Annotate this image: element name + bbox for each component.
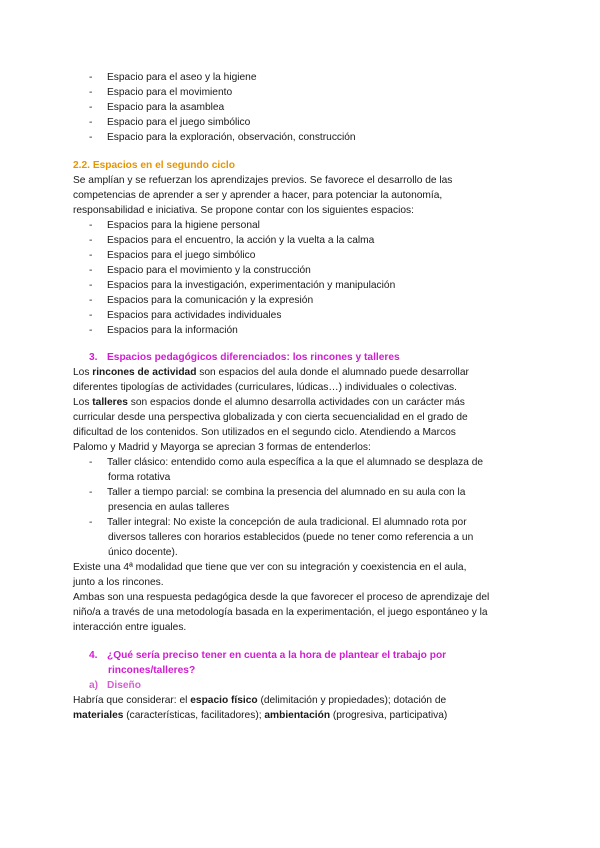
paragraph-line: Los rincones de actividad son espacios del aula donde el alumnado puede desarrollar	[73, 367, 469, 378]
paragraph-line: dificultad de los contenidos. Son utilizados en el segundo ciclo. Atendiendo a Marcos	[73, 427, 456, 438]
list-item: - Taller integral: No existe la concepción de aula tradicional. El alumnado rota por	[89, 517, 467, 528]
paragraph-line: competencias de aprender a ser y aprender a hacer, para potenciar la autonomía,	[73, 190, 443, 201]
paragraph-line: Ambas son una respuesta pedagógica desde la que favorecer el proceso de aprendizaje del	[73, 592, 490, 603]
section-heading-4: 4. ¿Qué sería preciso tener en cuenta a la hora de plantear el trabajo por	[89, 650, 447, 661]
paragraph-line: responsabilidad e iniciativa. Se propone contar con los siguientes espacios:	[73, 205, 414, 216]
list-item: - Espacios para la información	[89, 325, 238, 336]
list-item: - Espacio para la exploración, observación, construcción	[89, 132, 356, 143]
subsection-heading-diseno: a) Diseño	[89, 680, 141, 691]
list-item: - Taller a tiempo parcial: se combina la presencia del alumnado en su aula con la	[89, 487, 466, 498]
list-item-continuation: forma rotativa	[108, 472, 171, 483]
section-heading-2-2: 2.2. Espacios en el segundo ciclo	[73, 160, 235, 171]
paragraph-line: curricular desde una perspectiva globalizada y con cierta secuencialidad en el grado de	[73, 412, 468, 423]
paragraph-line: Palomo y Madrid y Mayorga se aprecian 3 formas de entenderlos:	[73, 442, 371, 453]
paragraph-line: junto a los rincones.	[73, 577, 164, 588]
list-item-continuation: presencia en aulas talleres	[108, 502, 230, 513]
list-item: - Espacios para el encuentro, la acción y la vuelta a la calma	[89, 235, 375, 246]
paragraph-line: Habría que considerar: el espacio físico (delimitación y propiedades); dotación de	[73, 695, 447, 706]
list-item: - Espacios para la comunicación y la expresión	[89, 295, 314, 306]
paragraph-line: interacción entre iguales.	[73, 622, 187, 633]
list-item: - Espacio para el movimiento y la construcción	[89, 265, 311, 276]
paragraph-line: niño/a a través de una metodología basada en la experimentación, el juego espontáneo y la	[73, 607, 488, 618]
list-item: - Espacio para la asamblea	[89, 102, 225, 113]
list-item: - Espacio para el aseo y la higiene	[89, 72, 257, 83]
paragraph-line: Existe una 4ª modalidad que tiene que ver con su integración y coexistencia en el aula,	[73, 562, 467, 573]
list-item: - Espacio para el juego simbólico	[89, 117, 251, 128]
list-item-continuation: único docente).	[108, 547, 178, 558]
section-heading-4-continuation: rincones/talleres?	[108, 665, 196, 676]
paragraph-line: Los talleres son espacios donde el alumno desarrolla actividades con un carácter más	[73, 397, 465, 408]
list-item: - Espacios para el juego simbólico	[89, 250, 256, 261]
paragraph-line: diferentes tipologías de actividades (curriculares, lúdicas…) individuales o colectivas.	[73, 382, 457, 393]
paragraph-line: Se amplían y se refuerzan los aprendizajes previos. Se favorece el desarrollo de las	[73, 175, 453, 186]
list-item: - Espacios para actividades individuales	[89, 310, 282, 321]
list-item: - Espacios para la investigación, experimentación y manipulación	[89, 280, 396, 291]
list-item: - Espacio para el movimiento	[89, 87, 233, 98]
section-heading-3: 3. Espacios pedagógicos diferenciados: los rincones y talleres	[89, 352, 400, 363]
paragraph-line: materiales (características, facilitadores); ambientación (progresiva, participativa)	[73, 710, 448, 721]
list-item: - Taller clásico: entendido como aula específica a la que el alumnado se desplaza de	[89, 457, 484, 468]
list-item-continuation: diversos talleres con horarios establecidos (puede no tener como referencia a un	[108, 532, 474, 543]
list-item: - Espacios para la higiene personal	[89, 220, 260, 231]
